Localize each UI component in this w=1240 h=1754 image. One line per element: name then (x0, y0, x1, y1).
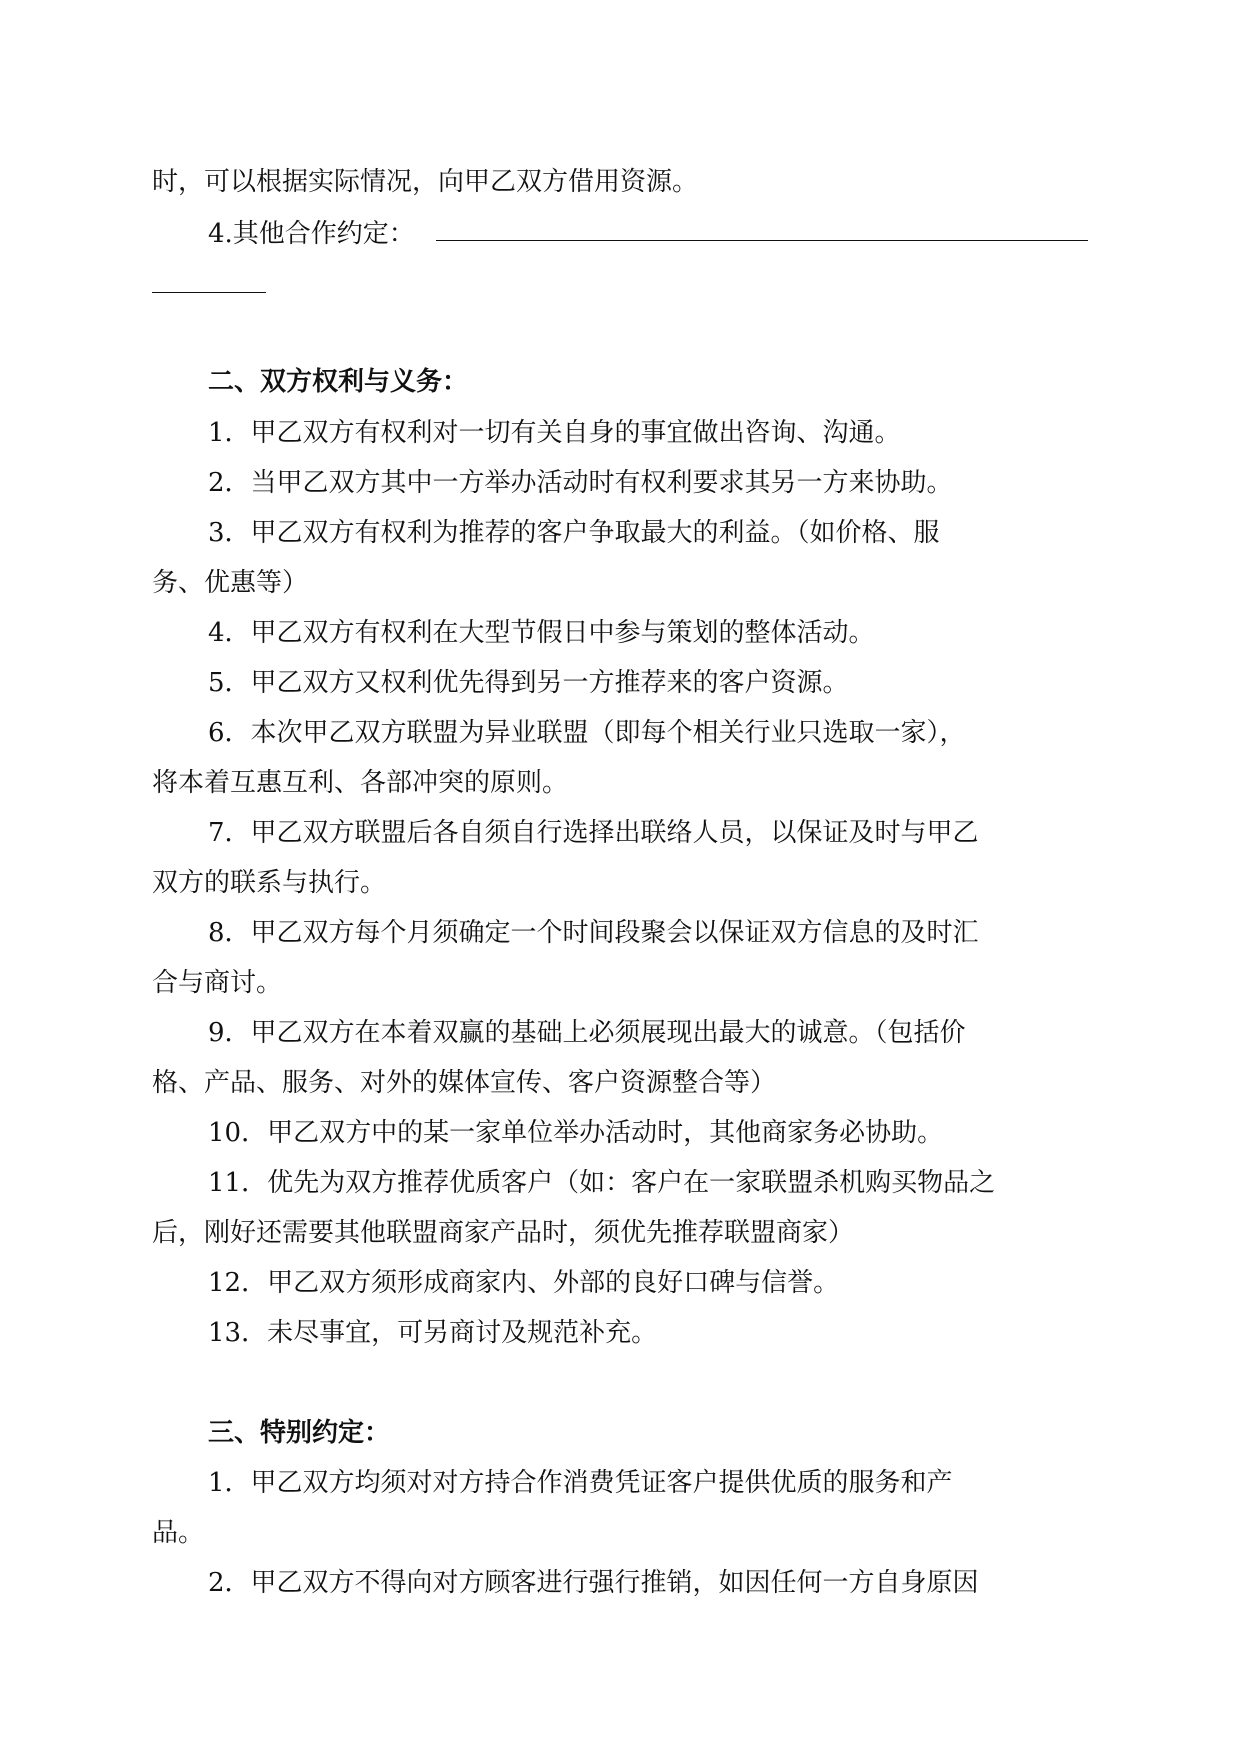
clause-item: 2．甲乙双方不得向对方顾客进行强行推销，如因任何一方自身原因 (208, 1568, 979, 1598)
clause-item-continued: 将本着互惠互利、各部冲突的原则。 (152, 768, 569, 798)
clause-item: 6．本次甲乙双方联盟为异业联盟（即每个相关行业只选取一家）， (208, 718, 966, 748)
clause-item: 8．甲乙双方每个月须确定一个时间段聚会以保证双方信息的及时汇 (208, 918, 979, 948)
clause-item: 11．优先为双方推荐优质客户（如：客户在一家联盟杀机购买物品之 (208, 1168, 996, 1198)
clause-item-continued: 双方的联系与执行。 (152, 868, 387, 898)
clause-item: 13．未尽事宜，可另商讨及规范补充。 (208, 1318, 658, 1348)
clause-item: 3．甲乙双方有权利为推荐的客户争取最大的利益。（如价格、服 (208, 518, 940, 548)
clause-item: 2．当甲乙双方其中一方举办活动时有权利要求其另一方来协助。 (208, 468, 953, 498)
fill-in-blank-line (436, 240, 1088, 241)
clause-item: 12．甲乙双方须形成商家内、外部的良好口碑与信誉。 (208, 1268, 840, 1298)
section-heading-rights-obligations: 二、双方权利与义务： (208, 367, 469, 397)
clause-item-continued: 务、优惠等） (152, 568, 309, 598)
clause-item: 4．甲乙双方有权利在大型节假日中参与策划的整体活动。 (208, 618, 875, 648)
clause-other-agreement-label: 4.其他合作约定： (208, 219, 415, 249)
clause-item: 9．甲乙双方在本着双赢的基础上必须展现出最大的诚意。（包括价 (208, 1018, 966, 1048)
fill-in-blank-line-continued (152, 292, 266, 293)
clause-item-continued: 品。 (152, 1518, 205, 1548)
text-line: 时，可以根据实际情况，向甲乙双方借用资源。 (152, 167, 699, 197)
clause-item-continued: 格、产品、服务、对外的媒体宣传、客户资源整合等） (152, 1068, 777, 1098)
clause-item: 1．甲乙双方均须对对方持合作消费凭证客户提供优质的服务和产 (208, 1468, 953, 1498)
section-heading-special-agreement: 三、特别约定： (208, 1418, 391, 1448)
clause-item: 10．甲乙双方中的某一家单位举办活动时，其他商家务必协助。 (208, 1118, 944, 1148)
clause-item: 5．甲乙双方又权利优先得到另一方推荐来的客户资源。 (208, 668, 849, 698)
clause-item: 7．甲乙双方联盟后各自须自行选择出联络人员，以保证及时与甲乙 (208, 818, 979, 848)
clause-item-continued: 合与商讨。 (152, 968, 283, 998)
clause-item: 1．甲乙双方有权利对一切有关自身的事宜做出咨询、沟通。 (208, 418, 901, 448)
clause-item-continued: 后，刚好还需要其他联盟商家产品时，须优先推荐联盟商家） (152, 1218, 855, 1248)
